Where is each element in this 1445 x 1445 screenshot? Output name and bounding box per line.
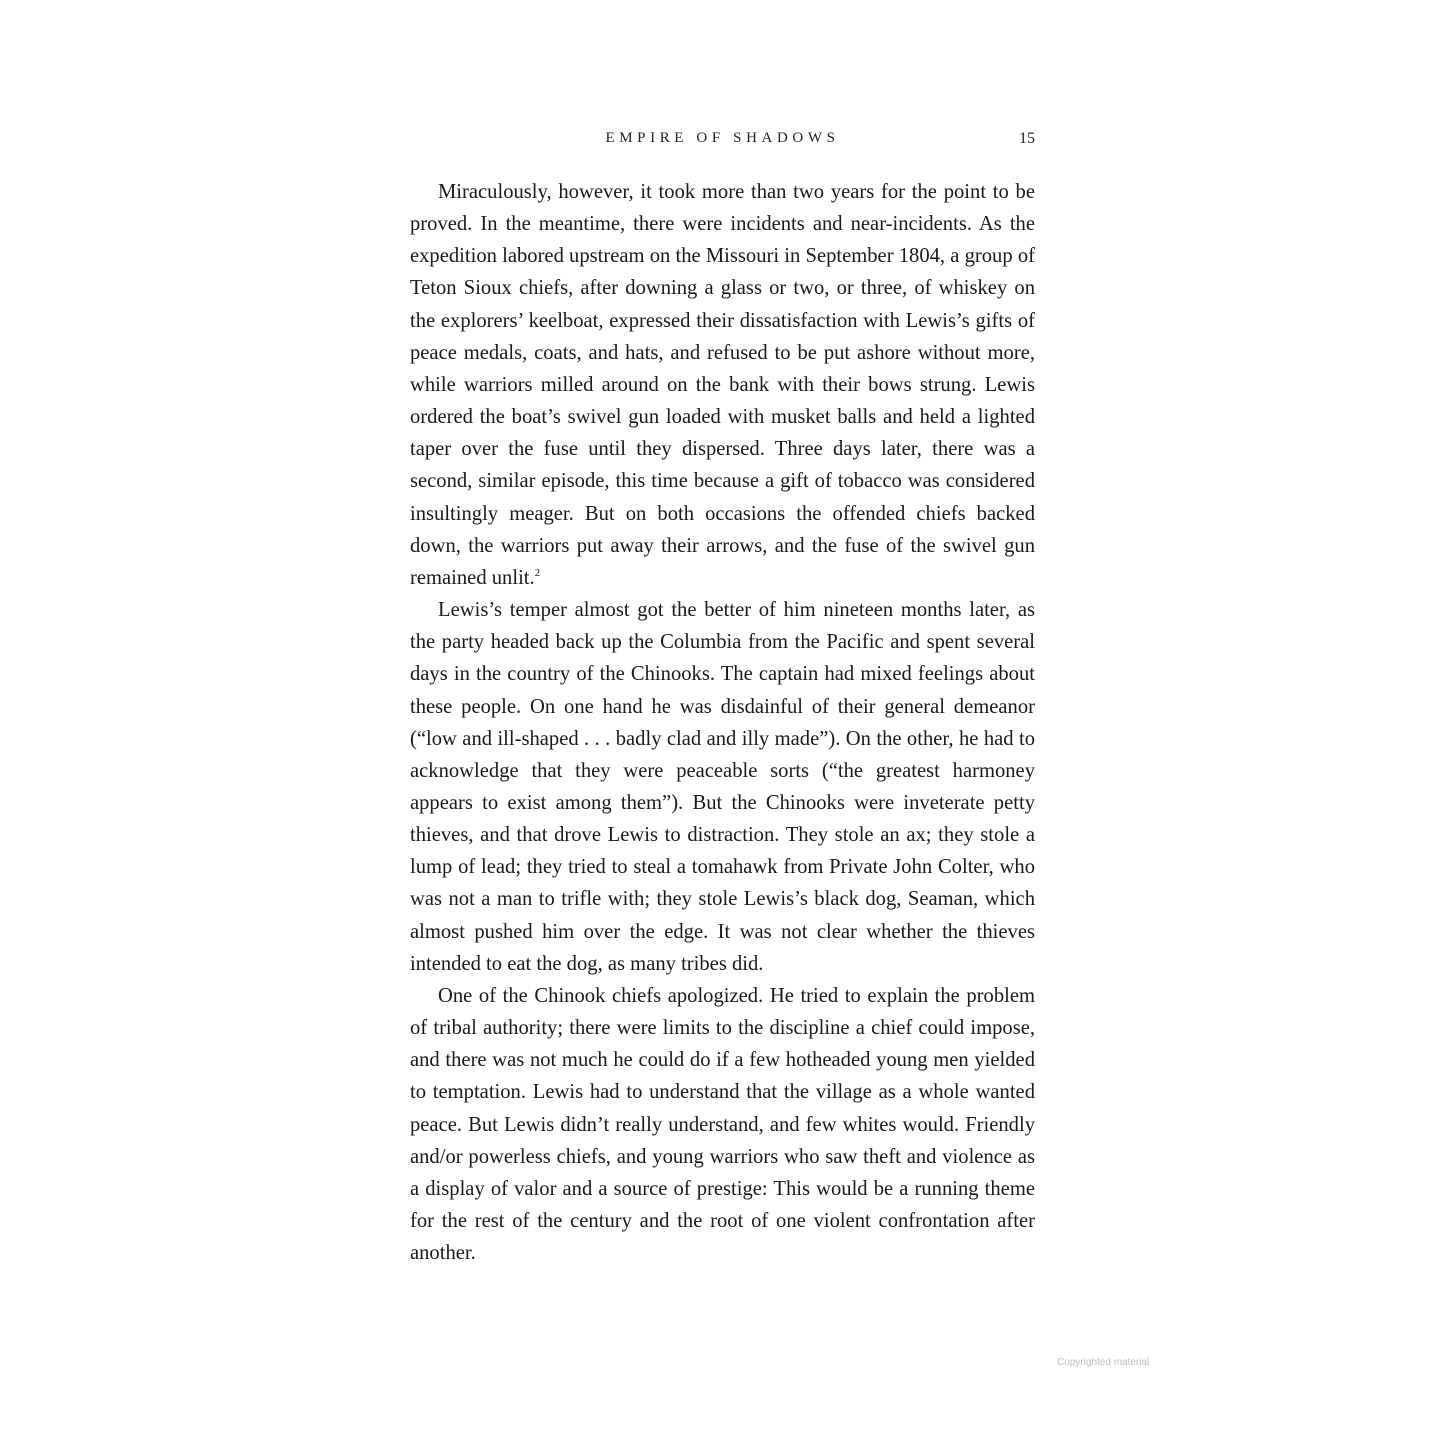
page-number: 15 bbox=[1019, 130, 1035, 147]
running-title: EMPIRE OF SHADOWS bbox=[605, 130, 840, 146]
body-text bbox=[410, 176, 1035, 1269]
running-head bbox=[410, 126, 1035, 156]
paragraph-text: One of the Chinook chiefs apologized. He tried to explain the problem of tribal authority; there were limits to the discipline a chief could impose, and there was not much he could do if a few hotheaded young men yielded to temptation. Lewis had to understand that the village as a whole wanted peace. But Lewis didn’t really understand, and few whites would. Friendly and/or powerless chiefs, and young warriors who saw theft and violence as a display of valor and a source of prestige: This would be a running theme for the rest of the century and the root of one violent confrontation after another. bbox=[410, 984, 1035, 1265]
paragraph bbox=[410, 980, 1035, 1269]
book-page bbox=[410, 126, 1035, 1269]
paragraph bbox=[410, 594, 1035, 980]
paragraph-text: Miraculously, however, it took more than two years for the point to be proved. In the meantime, there were incidents and near-incidents. As the expedition labored upstream on the Missouri in September 1804, a group of Teton Sioux chiefs, after downing a glass or two, or three, of whiskey on the explorers’ keelboat, expressed their dissatisfaction with Lewis’s gifts of peace medals, coats, and hats, and refused to be put ashore without more, while warriors milled around on the bank with their bows strung. Lewis ordered the boat’s swivel gun loaded with musket balls and held a lighted taper over the fuse until they dispersed. Three days later, there was a second, similar episode, this time because a gift of tobacco was considered insultingly meager. But on both occasions the offended chiefs backed down, the warriors put away their arrows, and the fuse of the swivel gun remained unlit. bbox=[410, 181, 1035, 589]
paragraph-text: Lewis’s temper almost got the better of him nineteen months later, as the party headed back up the Columbia from the Pacific and spent several days in the country of the Chinooks. The captain had mixed feelings about these people. On one hand he was disdainful of their general demeanor (“low and ill-shaped . . . badly clad and illy made”). On the other, he had to acknowledge that they were peaceable sorts (“the greatest harmoney appears to exist among them”). But the Chinooks were inveterate petty thieves, and that drove Lewis to distraction. They stole an ax; they stole a lump of lead; they tried to steal a tomahawk from Private John Colter, who was not a man to trifle with; they stole Lewis’s black dog, Seaman, which almost pushed him over the edge. It was not clear whether the thieves intended to eat the dog, as many tribes did. bbox=[410, 599, 1035, 975]
copyright-watermark: Copyrighted material bbox=[1057, 1357, 1150, 1368]
footnote-marker: 2 bbox=[534, 566, 541, 579]
paragraph bbox=[410, 176, 1035, 594]
